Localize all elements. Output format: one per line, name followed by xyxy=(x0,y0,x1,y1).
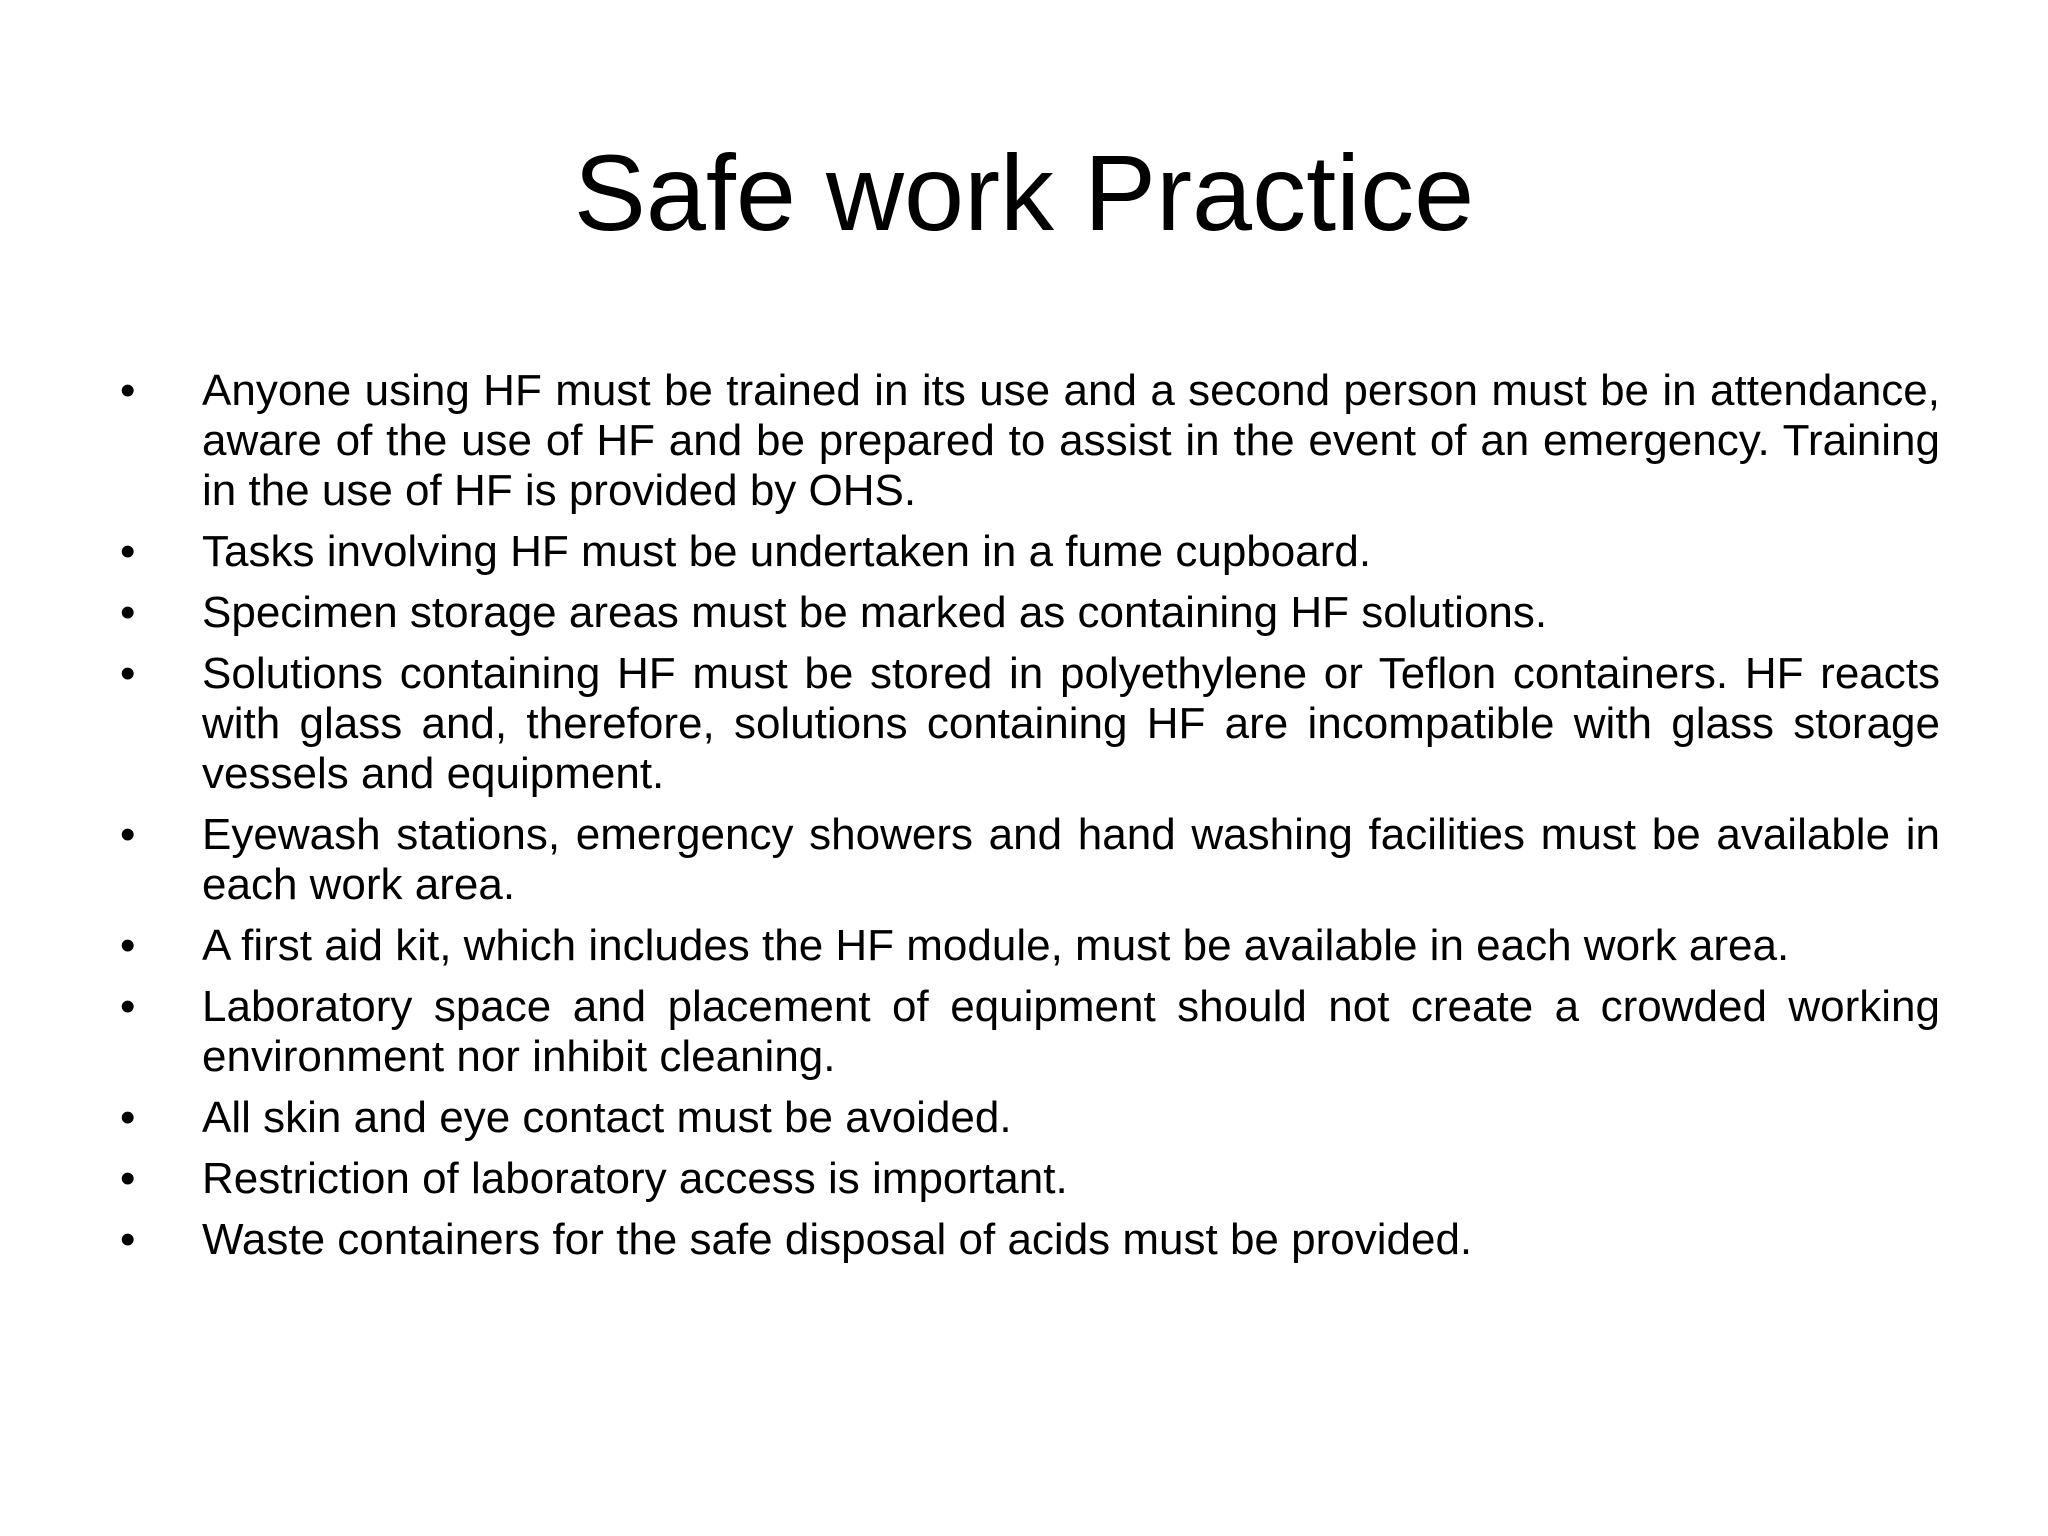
list-item xyxy=(120,649,1940,799)
list-item xyxy=(120,527,1940,577)
bullet-text: Restriction of laboratory access is important. xyxy=(202,1154,1068,1203)
bullet-text: Laboratory space and placement of equipment should not create a crowded working environment nor inhibit cleaning. xyxy=(202,982,1940,1081)
bullet-text: A first aid kit, which includes the HF module, must be available in each work area. xyxy=(202,921,1790,970)
bullet-text: Specimen storage areas must be marked as containing HF solutions. xyxy=(202,588,1548,637)
bullet-list xyxy=(120,366,1940,1276)
list-item xyxy=(120,921,1940,971)
list-item xyxy=(120,1154,1940,1204)
bullet-icon: • xyxy=(120,810,136,859)
list-item xyxy=(120,810,1940,910)
bullet-icon: • xyxy=(120,1215,136,1264)
bullet-icon: • xyxy=(120,588,136,637)
slide-title: Safe work Practice xyxy=(573,132,1475,253)
bullet-icon: • xyxy=(120,366,136,415)
list-item xyxy=(120,1093,1940,1143)
bullet-text: Eyewash stations, emergency showers and hand washing facilities must be available in each work area. xyxy=(202,810,1940,909)
bullet-text: Anyone using HF must be trained in its use and a second person must be in attendance, aware of the use of HF and be prepared to assist in the event of an emergency. Training in the use of HF is provided by OHS. xyxy=(202,366,1940,515)
bullet-text: Tasks involving HF must be undertaken in a fume cupboard. xyxy=(202,527,1372,576)
bullet-icon: • xyxy=(120,527,136,576)
bullet-icon: • xyxy=(120,921,136,970)
list-item xyxy=(120,982,1940,1082)
bullet-text: Waste containers for the safe disposal of acids must be provided. xyxy=(202,1215,1473,1264)
bullet-icon: • xyxy=(120,1093,136,1142)
bullet-icon: • xyxy=(120,982,136,1031)
list-item xyxy=(120,1215,1940,1265)
bullet-icon: • xyxy=(120,1154,136,1203)
bullet-text: Solutions containing HF must be stored in polyethylene or Teflon containers. HF reacts with glass and, therefore, solutions containing HF are incompatible with glass storage vessels and equipment. xyxy=(202,649,1940,798)
list-item xyxy=(120,366,1940,516)
bullet-text: All skin and eye contact must be avoided. xyxy=(202,1093,1012,1142)
list-item xyxy=(120,588,1940,638)
bullet-icon: • xyxy=(120,649,136,698)
